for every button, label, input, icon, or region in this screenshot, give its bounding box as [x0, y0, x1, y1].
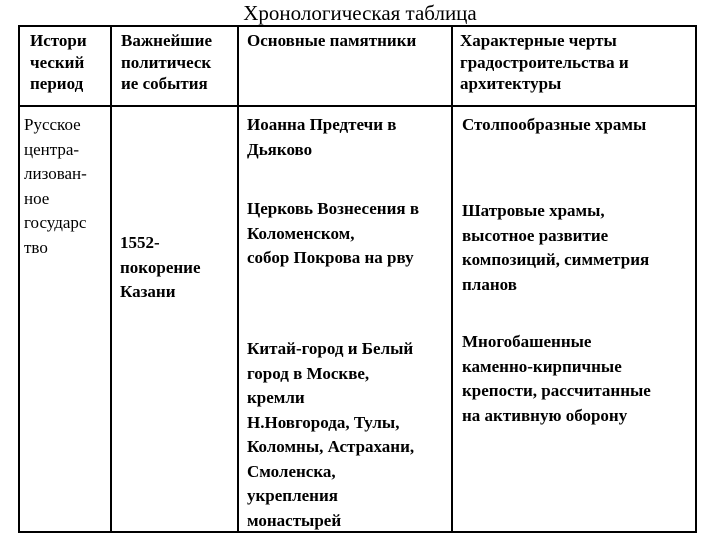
left-border: [18, 25, 20, 533]
monument-row-2: Церковь Вознесения в Коломенском, собор Покрова на рву: [247, 199, 420, 267]
header-monuments: Основные памятники: [247, 31, 417, 50]
column-divider-1: [110, 25, 112, 533]
table-title: Хронологическая таблица: [243, 1, 477, 25]
feature-row-2: Шатровые храмы, высотное развитие композиций, симметрия планов: [462, 201, 650, 294]
monument-row-1: Иоанна Предтечи в Дьяково: [247, 115, 397, 159]
header-features: Характерные черты градостроительства и архитектуры: [460, 31, 629, 93]
event-cell: 1552- покорение Казани: [120, 233, 201, 301]
header-events: Важнейшие политическ ие события: [121, 31, 212, 93]
top-border: [18, 25, 697, 27]
header-bottom-border: [18, 105, 697, 107]
feature-row-3: Многобашенные каменно-кирпичные крепости, рассчитанные на активную оборону: [462, 332, 651, 425]
right-border: [695, 25, 697, 533]
monument-row-3: Китай-город и Белый город в Москве, кремли Н.Новгорода, Тулы, Коломны, Астрахани, Смоленска, укрепления монастырей: [247, 339, 415, 530]
header-period: Истори ческий период: [30, 31, 87, 93]
column-divider-3: [451, 25, 453, 533]
column-divider-2: [237, 25, 239, 533]
period-cell: Русское центра- лизован- ное государс тво: [24, 115, 87, 257]
feature-row-1: Столпообразные храмы: [462, 115, 647, 134]
